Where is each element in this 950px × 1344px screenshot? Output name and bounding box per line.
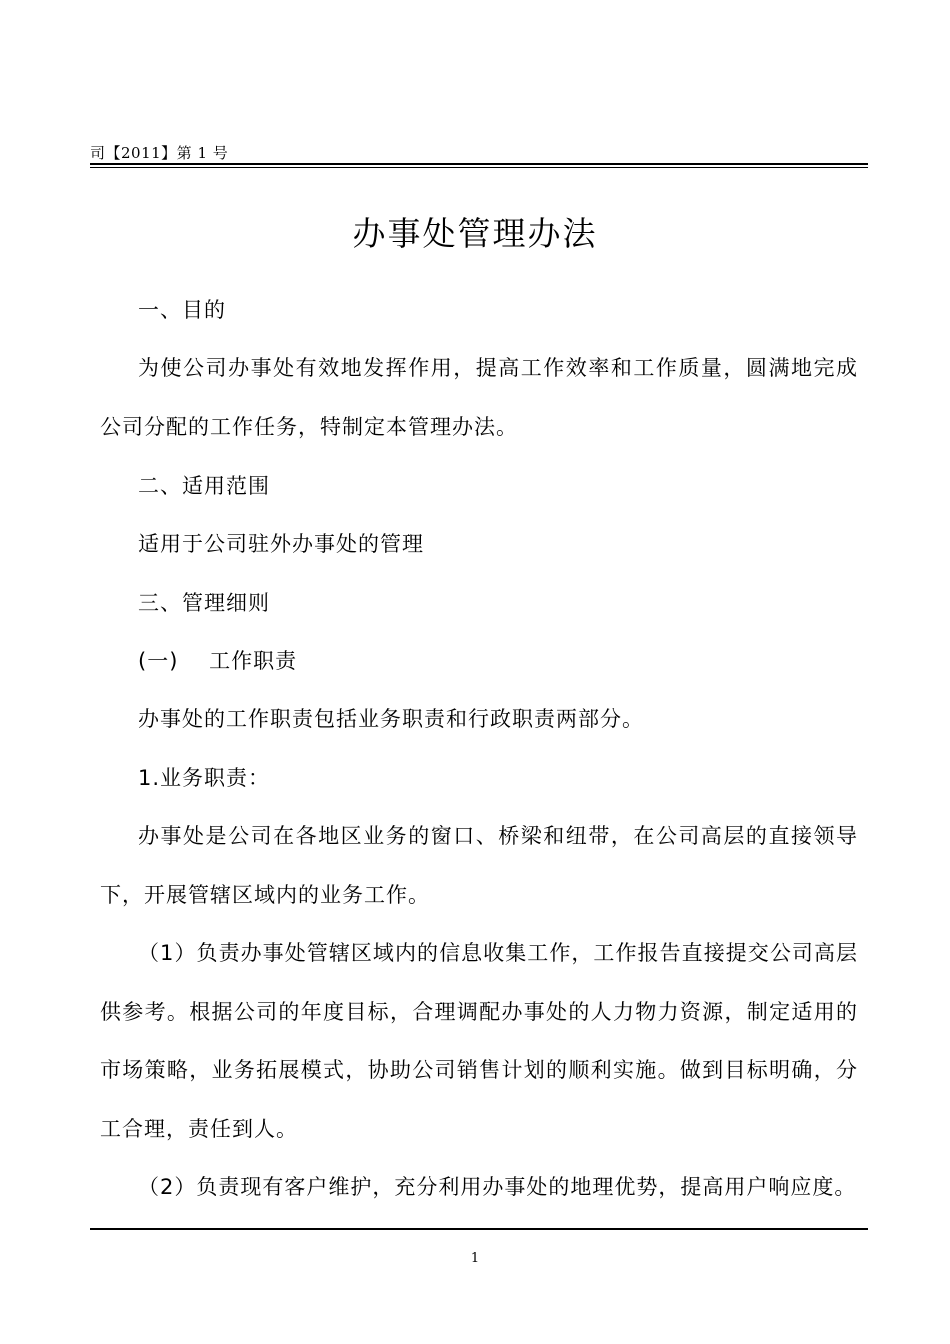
section-heading-rules: 三、管理细则 [138,591,270,615]
paragraph-item-1: （1）负责办事处管辖区域内的信息收集工作，工作报告直接提交公司高层供参考。根据公司的年度目标，合理调配办事处的人力物力资源，制定适用的市场策略，业务拓展模式，协助公司销售计划的顺利实施。做到目标明确，分工合理，责任到人。 [100,941,858,1141]
paragraph-purpose: 为使公司办事处有效地发挥作用，提高工作效率和工作质量，圆满地完成公司分配的工作任务，特制定本管理办法。 [100,356,858,439]
subsection-heading-duties: (一) 工作职责 [138,649,298,673]
section-heading-purpose: 一、目的 [138,298,226,322]
paragraph-item-2: （2）负责现有客户维护，充分利用办事处的地理优势，提高用户响应度。 [138,1175,857,1199]
paragraph-scope: 适用于公司驻外办事处的管理 [138,532,424,556]
document-number: 司【2011】第 1 号 [90,144,229,162]
document-title: 办事处管理办法 [352,214,598,253]
paragraph-business-duties: 办事处是公司在各地区业务的窗口、桥梁和纽带，在公司高层的直接领导下，开展管辖区域内的业务工作。 [100,824,858,907]
header-rule-thin [90,167,868,168]
footer-rule [90,1228,868,1230]
header-rule-thick [90,163,868,165]
paragraph-duties-intro: 办事处的工作职责包括业务职责和行政职责两部分。 [138,707,644,731]
section-heading-scope: 二、适用范围 [138,474,270,498]
item-heading-business-duties: 1.业务职责： [138,766,271,790]
page-number: 1 [470,1251,480,1266]
